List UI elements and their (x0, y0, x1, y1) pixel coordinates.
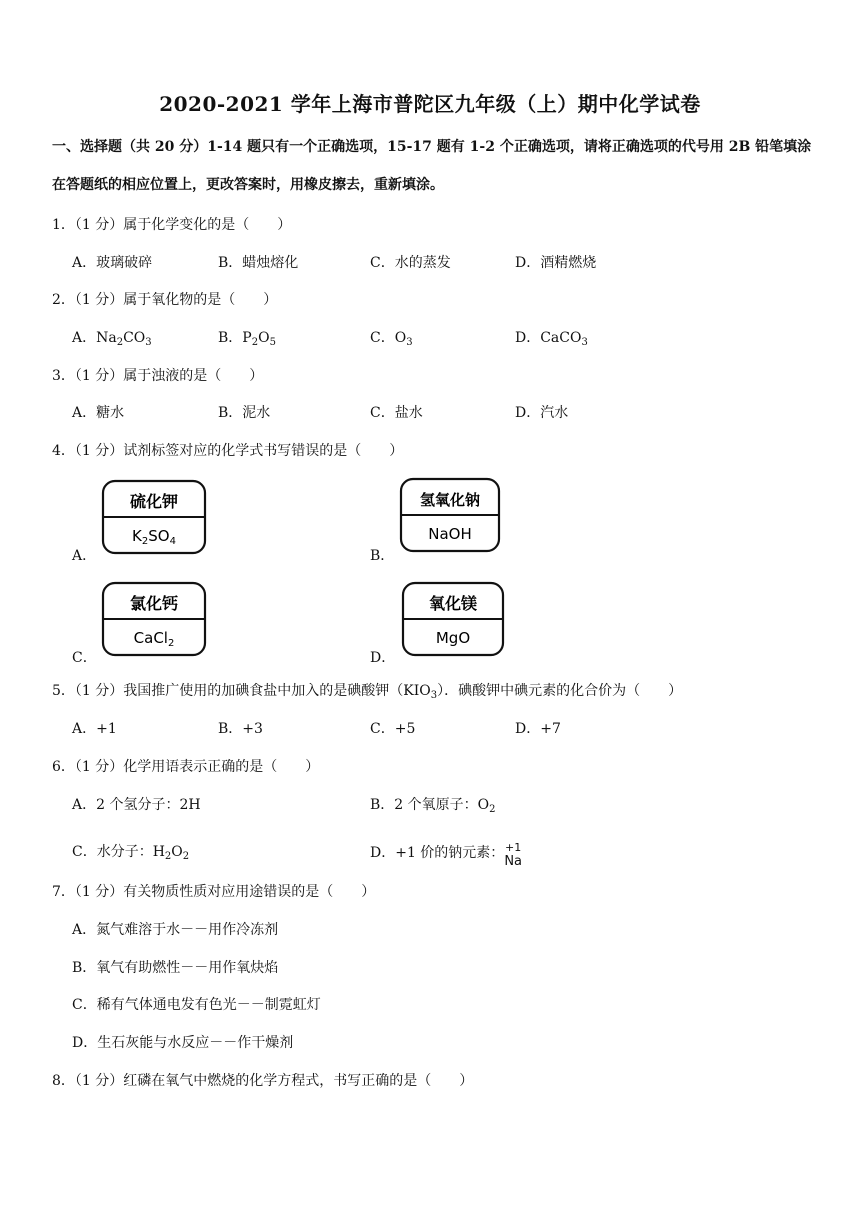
q4-reagent-label-b (398, 476, 502, 554)
question-8-stem: 8．（1 分）红磷在氧气中燃烧的化学方程式，书写正确的是（ ） (52, 1073, 474, 1089)
label-b-formula: NaOH (428, 525, 472, 543)
label-a-formula: $K_2SO_4$ (132, 527, 176, 547)
question-3-stem: 3．（1 分）属于浊液的是（ ） (52, 368, 264, 384)
q7-option-d: D．生石灰能与水反应－－作干燥剂 (72, 1035, 294, 1051)
q4-reagent-label-c (100, 580, 208, 658)
question-6-stem: 6．（1 分）化学用语表示正确的是（ ） (52, 759, 320, 775)
q2-option-b: B．$P_2O_5$ (218, 330, 276, 348)
q7-option-c: C．稀有气体通电发有色光－－制霓虹灯 (72, 997, 321, 1013)
page-title: 2020-2021 学年上海市普陀区九年级（上）期中化学试卷 (159, 92, 701, 116)
question-2-stem: 2．（1 分）属于氧化物的是（ ） (52, 292, 278, 308)
label-c-formula: CaCl$_2$ (133, 629, 175, 649)
q1-option-a: A．玻璃破碎 (72, 255, 153, 271)
label-d-formula: MgO (435, 629, 471, 647)
q6-option-d: D．+1 价的钠元素： +1 Na (370, 841, 523, 869)
q4-reagent-label-d (400, 580, 506, 658)
q3-option-c: C．盐水 (370, 405, 423, 421)
q1-option-c: C．水的蒸发 (370, 255, 451, 271)
q2-option-c: C．$O_3$ (370, 330, 413, 348)
q7-option-b: B．氧气有助燃性－－用作氧炔焰 (72, 960, 279, 976)
q3-option-b: B．泥水 (218, 405, 271, 421)
question-5-stem: 5．（1 分）我国推广使用的加碘食盐中加入的是碘酸钾$(KIO_3)$．碘酸钾中碘元素的化合价为（ ） (52, 683, 683, 701)
q6-option-c: C．水分子：$H_2O_2$ (72, 844, 190, 862)
q3-option-d: D．汽水 (515, 405, 569, 421)
q4-option-c-label: C． (72, 650, 97, 666)
q5-option-d: D．+7 (515, 721, 561, 737)
q2-option-a: A．$Na_2CO_3$ (72, 330, 152, 348)
q1-option-b: B．蜡烛熔化 (218, 255, 299, 271)
question-4-stem: 4．（1 分）试剂标签对应的化学式书写错误的是（ ） (52, 443, 404, 459)
question-7-stem: 7．（1 分）有关物质性质对应用途错误的是（ ） (52, 884, 376, 900)
q5-option-b: B．+3 (218, 721, 263, 737)
label-d-name: 氧化镁 (428, 594, 478, 613)
q3-option-a: A．糖水 (72, 405, 125, 421)
q4-option-d-label: D． (370, 650, 396, 666)
q4-reagent-label-a (100, 478, 208, 556)
q2-option-d: D．CaCO$_3$ (515, 330, 588, 348)
q6-option-b: B．2 个氧原子：$O_2$ (370, 797, 496, 815)
q5-option-a: A．+1 (72, 721, 117, 737)
q1-option-d: D．酒精燃烧 (515, 255, 597, 271)
label-a-name: 硫化钾 (129, 492, 179, 511)
label-c-name: 氯化钙 (129, 594, 179, 613)
q4-option-b-label: B． (370, 548, 395, 564)
sodium-valence-notation: +1 Na (504, 841, 523, 869)
label-b-name: 氢氧化钠 (419, 491, 481, 509)
q7-option-a: A．氮气难溶于水－－用作冷冻剂 (72, 922, 279, 938)
question-1-stem: 1．（1 分）属于化学变化的是（ ） (52, 217, 292, 233)
section-instructions: 一、选择题（共 20 分）1-14 题只有一个正确选项，15-17 题有 1-2 个正确选项，请将正确选项的代号用 2B 铅笔填涂在答题纸的相应位置上，更改答案时，用橡皮擦去，重新填涂。 (52, 139, 812, 193)
q5-option-c: C．+5 (370, 721, 416, 737)
q6-option-a: A．2 个氢分子：2H (72, 797, 201, 813)
q4-option-a-label: A． (72, 548, 97, 564)
